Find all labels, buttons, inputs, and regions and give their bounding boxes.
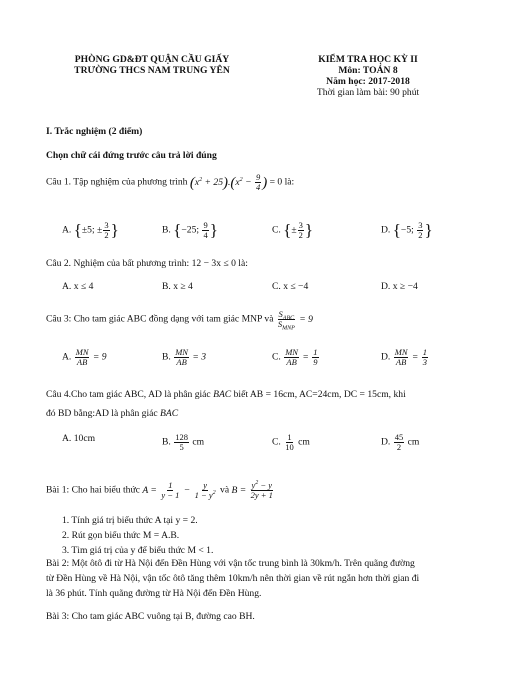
duration: Thời gian làm bài: 90 phút xyxy=(316,87,420,98)
area-ratio: $\frac{S_{ABC}}{S_{MNP}}$ = 9 xyxy=(277,309,313,332)
equation-1: $(x^2 + 25).(x^2$ − $\frac{9}{4}$ ) xyxy=(189,172,268,192)
question-1-text: Câu 1. Tập nghiệm của phương trình xyxy=(46,176,188,188)
section-instruction: Chọn chữ cái đứng trước câu trả lời đúng xyxy=(46,150,217,161)
list-item: 2. Rút gọn biểu thức M = A.B. xyxy=(62,530,180,541)
section-title: I. Trắc nghiệm (2 điểm) xyxy=(46,126,143,137)
angle-bac-2: BAC xyxy=(160,408,179,419)
question-2-text: Câu 2. Nghiệm của bất phương trình: 12 − 3x ≤ 0 là: xyxy=(46,258,248,269)
question-3-text: Câu 3: Cho tam giác ABC đồng dạng với tam giác MNP và xyxy=(46,313,274,325)
q2-option-c[interactable]: C. x ≤ −4 xyxy=(272,281,309,292)
q1-option-a[interactable]: A. {±5; ± $\frac{3}{2}$ } xyxy=(62,220,119,240)
q4-option-c[interactable]: C. $\frac{1}{10}$ cm xyxy=(272,432,310,452)
q4-option-d[interactable]: D. $\frac{45}{2}$ cm xyxy=(381,432,420,452)
q3-option-a[interactable]: A. $\frac{MN}{AB}$ = 9 xyxy=(62,347,107,367)
bai-2-line3: là 36 phút. Tính quãng đường từ Hà Nội đến Đền Hùng. xyxy=(46,588,262,599)
question-4-line1: Câu 4.Cho tam giác ABC, AD là phân giác BAC biết AB = 16cm, AC=24cm, DC = 15cm, khi xyxy=(46,389,406,400)
school-year: Năm học: 2017-2018 xyxy=(326,76,410,87)
school-name: TRƯỜNG THCS NAM TRUNG YÊN xyxy=(74,65,230,76)
exam-title: KIỂM TRA HỌC KỲ II xyxy=(318,54,418,65)
list-item: 3. Tìm giá trị của y để biểu thức M < 1. xyxy=(62,545,214,556)
department-name: PHÒNG GD&ĐT QUẬN CẦU GIẤY xyxy=(74,54,230,65)
header-right xyxy=(298,54,438,98)
expression-a: A = $\frac{1}{y - 1}$ − $\frac{y}{1 - y^2}$ xyxy=(142,480,216,500)
q2-option-b[interactable]: B. x ≥ 4 xyxy=(162,281,193,292)
q4-option-b[interactable]: B. $\frac{128}{5}$ cm xyxy=(162,432,205,452)
angle-bac: BAC xyxy=(213,389,232,400)
header-left xyxy=(54,54,250,76)
bai-1: Bài 1: Cho hai biểu thức A = $\frac{1}{y - 1}$ − $\frac{y}{1 - y^2}$ và B = $\frac{y^2 - y}{2y + 1}$ xyxy=(46,480,273,500)
question-3 xyxy=(46,309,313,332)
bai-2-line1: Bài 2: Một ôtô đi từ Hà Nội đến Đền Hùng với vận tốc trung bình là 30km/h. Trên quãng đường xyxy=(46,558,415,569)
question-1 xyxy=(46,173,294,192)
bai-1-text: Bài 1: Cho hai biểu thức xyxy=(46,484,140,496)
q1-option-b[interactable]: B. {−25; $\frac{9}{4}$ } xyxy=(162,220,218,240)
list-item: 1. Tính giá trị biểu thức A tại y = 2. xyxy=(62,515,198,526)
q4-option-a[interactable]: A. 10cm xyxy=(62,433,96,444)
bai-3-text: Bài 3: Cho tam giác ABC vuông tại B, đường cao BH. xyxy=(46,611,255,622)
question-1-suffix: = 0 là: xyxy=(269,176,295,188)
q2-option-d[interactable]: D. x ≥ −4 xyxy=(381,281,418,292)
expression-b: B = $\frac{y^2 - y}{2y + 1}$ xyxy=(231,480,273,500)
q1-option-c[interactable]: C. {± $\frac{3}{2}$ } xyxy=(272,220,314,240)
q2-option-a[interactable]: A. x ≤ 4 xyxy=(62,281,94,292)
q3-option-d[interactable]: D. $\frac{MN}{AB}$ = $\frac{1}{3}$ xyxy=(381,347,428,367)
subject: Môn: TOÁN 8 xyxy=(338,65,398,76)
question-4-line2: đó BD bằng:AD là phân giác BAC xyxy=(46,408,179,419)
bai-2-line2: từ Đền Hùng về Hà Nội, vận tốc ôtô tăng thêm 10km/h nên thời gian về rút ngắn hơn thời gian đi xyxy=(46,573,420,584)
q3-option-c[interactable]: C. $\frac{MN}{AB}$ = $\frac{1}{9}$ xyxy=(272,347,318,367)
q3-option-b[interactable]: B. $\frac{MN}{AB}$ = 3 xyxy=(162,347,207,367)
q1-option-d[interactable]: D. {−5; $\frac{3}{2}$ } xyxy=(381,220,433,240)
